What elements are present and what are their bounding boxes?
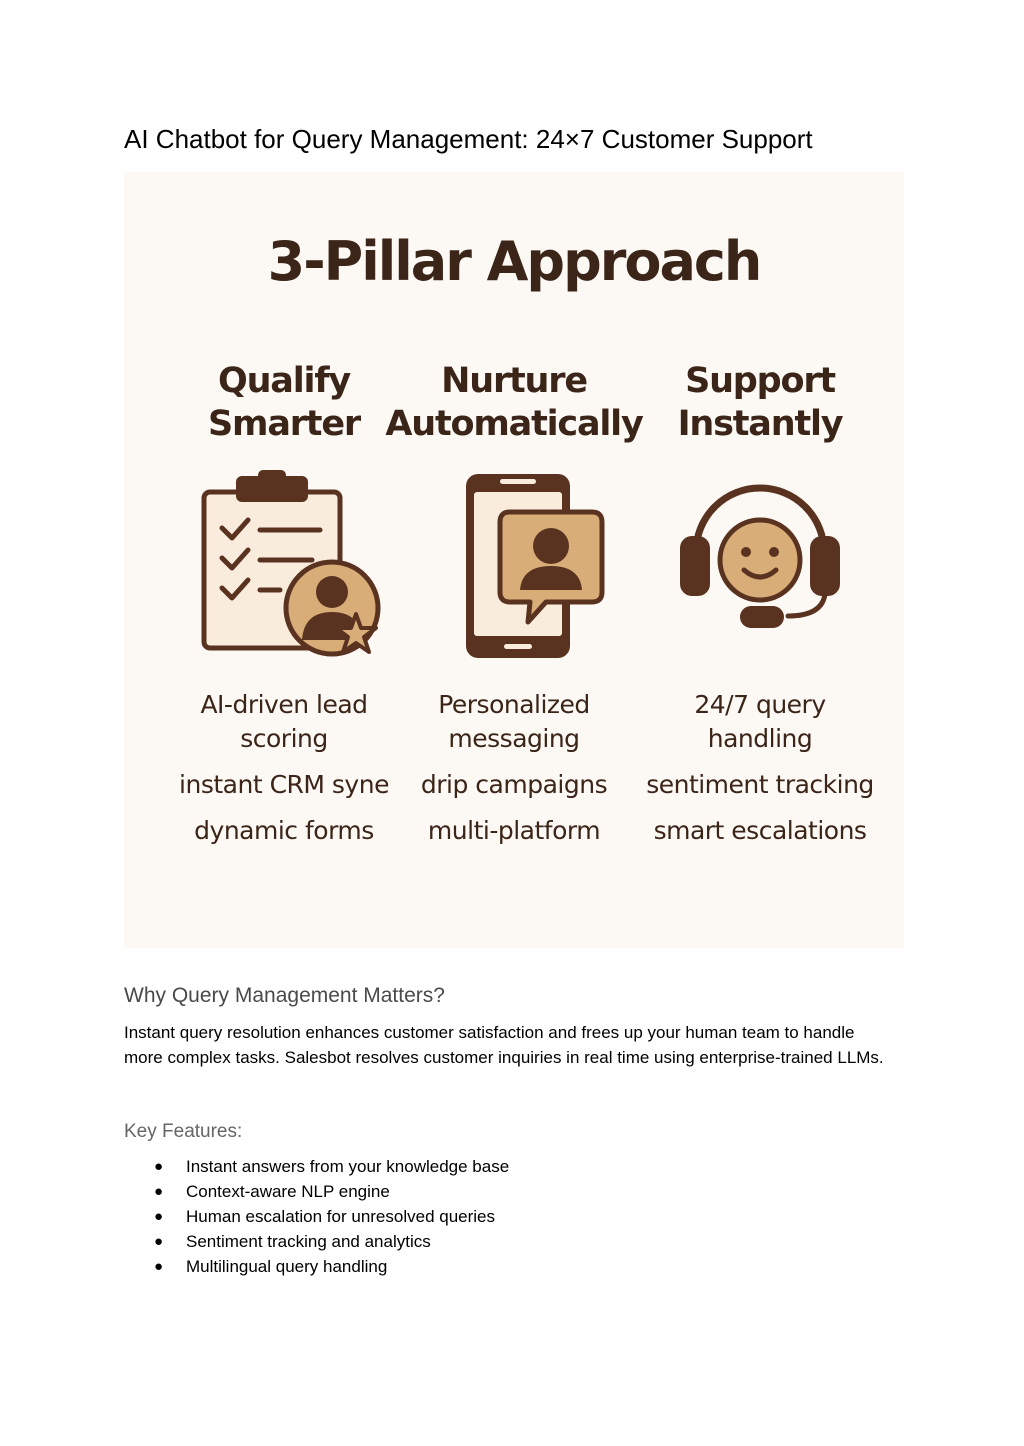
pillar-heading-line2: Smarter <box>208 404 360 444</box>
pillar-heading-line2: Automatically <box>385 404 643 444</box>
pillar-qualify <box>154 360 414 848</box>
list-item-text: Sentiment tracking and analytics <box>186 1232 431 1251</box>
pillar-feature: drip campaigns <box>420 770 608 799</box>
pillar-description <box>384 688 644 756</box>
pillar-desc-line1: AI-driven lead <box>200 690 368 719</box>
bullet-icon: ● <box>154 1258 164 1275</box>
document-title: AI Chatbot for Query Management: 24×7 Customer Support <box>124 124 813 154</box>
pillar-support <box>630 360 890 848</box>
why-section-paragraph: Instant query resolution enhances customer satisfaction and frees up your human team to handle more complex tasks. Salesbot resolves customer inquiries in real time using enterprise-trained LLMs. <box>124 1023 884 1067</box>
list-item <box>124 1204 509 1229</box>
pillar-desc-line1: Personalized <box>438 690 590 719</box>
key-features-list <box>124 1154 509 1279</box>
infographic-title: 3-Pillar Approach <box>267 230 761 293</box>
bullet-icon: ● <box>154 1233 164 1250</box>
bullet-icon: ● <box>154 1183 164 1200</box>
pillar-feature: dynamic forms <box>194 816 374 845</box>
key-features-heading: Key Features: <box>124 1121 243 1142</box>
clipboard-checklist-user-star-icon <box>184 466 384 666</box>
pillar-heading <box>154 360 414 448</box>
phone-chat-user-icon <box>414 466 614 666</box>
pillar-feature: sentiment tracking <box>646 770 874 799</box>
pillar-heading-line1: Nurture <box>441 361 587 401</box>
list-item-text: Context-aware NLP engine <box>186 1182 390 1201</box>
pillar-description <box>630 688 890 756</box>
pillar-feature: multi-platform <box>427 816 601 845</box>
list-item <box>124 1179 509 1204</box>
headset-smiley-icon <box>660 466 860 666</box>
pillar-desc-line2: scoring <box>240 724 328 753</box>
list-item-text: Multilingual query handling <box>186 1257 388 1276</box>
list-item <box>124 1254 509 1279</box>
pillar-heading <box>630 360 890 448</box>
why-section-heading: Why Query Management Matters? <box>124 984 445 1007</box>
pillar-description <box>154 688 414 756</box>
pillar-feature: instant CRM syne <box>179 770 389 799</box>
bullet-icon: ● <box>154 1158 164 1175</box>
bullet-icon: ● <box>154 1208 164 1225</box>
pillar-feature: smart escalations <box>653 816 867 845</box>
pillar-heading-line2: Instantly <box>677 404 843 444</box>
pillar-nurture <box>384 360 644 848</box>
list-item <box>124 1229 509 1254</box>
pillar-desc-line1: 24/7 query <box>694 690 826 719</box>
three-pillar-infographic <box>124 172 904 948</box>
list-item-text: Instant answers from your knowledge base <box>186 1157 510 1176</box>
pillar-heading-line1: Support <box>685 361 835 401</box>
pillar-heading <box>384 360 644 448</box>
pillar-heading-line1: Qualify <box>218 361 350 401</box>
pillar-desc-line2: messaging <box>448 724 580 753</box>
pillar-desc-line2: handling <box>707 724 813 753</box>
list-item-text: Human escalation for unresolved queries <box>186 1207 496 1226</box>
list-item <box>124 1154 509 1179</box>
